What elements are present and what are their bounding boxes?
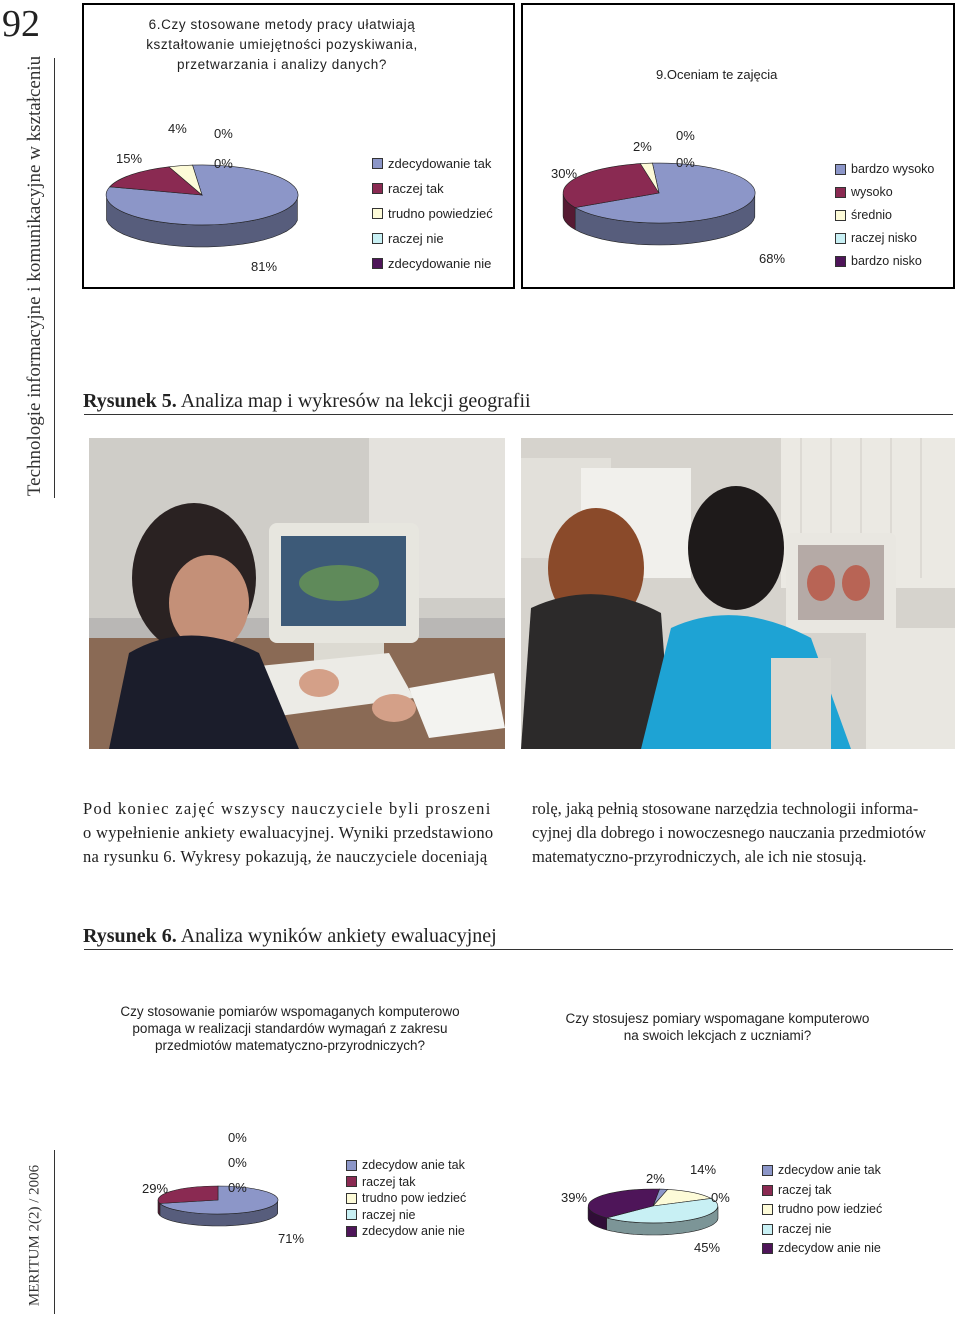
legend-item: [835, 158, 934, 181]
data-label: 0%: [214, 156, 233, 171]
figure-label: Rysunek 6.: [83, 925, 177, 947]
legend-swatch: [835, 233, 846, 244]
legend-item: [835, 227, 934, 250]
legend-label: trudno powiedzieć: [388, 206, 493, 221]
legend-swatch: [762, 1204, 773, 1215]
legend-label: raczej tak: [362, 1174, 416, 1189]
legend-swatch: [835, 187, 846, 198]
page-number: 92: [2, 3, 40, 45]
figure-caption: [83, 390, 531, 413]
legend-swatch: [346, 1226, 357, 1237]
legend-item: [346, 1190, 466, 1207]
chart-legend: [835, 158, 934, 273]
legend-item: [372, 226, 493, 251]
legend-label: raczej tak: [778, 1182, 832, 1197]
chart-title-line: kształtowanie umiejętności pozyskiwania,: [146, 37, 418, 52]
legend-item: [762, 1239, 882, 1259]
legend-item: [346, 1223, 466, 1240]
legend-item: [835, 204, 934, 227]
chart-title: [535, 1010, 900, 1044]
students-at-computers-image: [521, 438, 955, 749]
chart-title-line: przetwarzania i analizy danych?: [177, 57, 387, 72]
text-line: na rysunku 6. Wykresy pokazują, że nauczyciele doceniają: [83, 847, 488, 866]
data-label: 0%: [676, 155, 695, 170]
legend-item: [372, 151, 493, 176]
running-header: Technologie informacyjne i komunikacyjne w kształceniu: [24, 55, 45, 497]
data-label: 14%: [690, 1162, 717, 1177]
data-label: 81%: [251, 259, 278, 274]
legend-label: raczej nisko: [851, 231, 917, 245]
legend-swatch: [346, 1176, 357, 1187]
chart-title-line: przedmiotów matematyczno-przyrodniczych?: [154, 1038, 426, 1053]
legend-item: [346, 1157, 466, 1174]
data-label: 0%: [228, 1180, 247, 1195]
data-label: 4%: [168, 121, 187, 136]
chart-title: 9.Oceniam te zajęcia: [656, 67, 778, 82]
data-label: 29%: [142, 1181, 169, 1196]
margin-rule-top: [54, 58, 55, 498]
legend-swatch: [835, 210, 846, 221]
chart-title-line: pomaga w realizacji standardów wymagań z zakresu: [132, 1021, 448, 1036]
chart-title-line: Czy stosujesz pomiary wspomagane komputerowo: [565, 1011, 870, 1026]
classroom-photo-student: [89, 438, 505, 749]
chart-title: [90, 1003, 490, 1054]
chart-legend: [762, 1161, 882, 1259]
legend-label: średnio: [851, 208, 892, 222]
data-label: 0%: [228, 1155, 247, 1170]
legend-label: bardzo wysoko: [851, 162, 935, 176]
data-label: 15%: [116, 151, 143, 166]
chart-title-line: 6.Czy stosowane metody pracy ułatwiają: [148, 17, 416, 32]
legend-item: [372, 201, 493, 226]
legend-label: raczej tak: [388, 181, 444, 196]
data-label: 0%: [228, 1130, 247, 1145]
figure-label: Rysunek 5.: [83, 390, 177, 412]
figure-caption: [83, 925, 497, 948]
data-label: 71%: [278, 1231, 305, 1246]
data-label: 39%: [561, 1190, 588, 1205]
data-label: 0%: [676, 128, 695, 143]
legend-item: [835, 181, 934, 204]
chart-title-line: Czy stosowanie pomiarów wspomaganych komputerowo: [120, 1004, 460, 1019]
legend-label: wysoko: [851, 185, 893, 199]
text-line: rolę, jaką pełnią stosowane narzędzia technologii informa-: [532, 799, 919, 818]
legend-swatch: [346, 1193, 357, 1204]
data-label: 68%: [759, 251, 786, 266]
chart-legend: [372, 151, 493, 276]
legend-item: [835, 250, 934, 273]
legend-swatch: [372, 233, 383, 244]
legend-label: zdecydow anie nie: [778, 1241, 881, 1255]
body-text-left: [83, 797, 508, 869]
caption-rule: [84, 414, 953, 415]
body-text-right: [532, 797, 957, 869]
legend-item: [372, 251, 493, 276]
legend-label: zdecydow anie tak: [778, 1163, 881, 1177]
chart-methods-box: [82, 3, 515, 289]
pie-chart-rating: [559, 153, 769, 273]
legend-label: zdecydow anie nie: [362, 1224, 465, 1238]
legend-label: raczej nie: [362, 1207, 416, 1222]
legend-item: [762, 1220, 882, 1240]
legend-swatch: [372, 258, 383, 269]
legend-swatch: [762, 1165, 773, 1176]
margin-rule-bottom: [54, 1150, 55, 1314]
legend-label: raczej nie: [388, 231, 444, 246]
legend-swatch: [372, 158, 383, 169]
legend-label: bardzo nisko: [851, 254, 922, 268]
legend-label: raczej nie: [778, 1221, 832, 1236]
legend-item: [762, 1161, 882, 1181]
legend-swatch: [346, 1209, 357, 1220]
figure-title: Analiza map i wykresów na lekcji geografii: [180, 390, 531, 412]
legend-label: trudno pow iedzieć: [362, 1191, 467, 1205]
legend-swatch: [372, 183, 383, 194]
legend-swatch: [762, 1185, 773, 1196]
legend-item: [372, 176, 493, 201]
legend-swatch: [835, 256, 846, 267]
text-line: matematyczno-przyrodniczych, ale ich nie stosują.: [532, 847, 867, 866]
legend-swatch: [762, 1243, 773, 1254]
legend-label: zdecydowanie nie: [388, 256, 492, 271]
text-line: Pod koniec zajęć wszyscy nauczyciele byli proszeni: [83, 799, 492, 818]
legend-item: [346, 1207, 466, 1224]
legend-swatch: [346, 1160, 357, 1171]
data-label: 30%: [551, 166, 578, 181]
chart-rating-box: [521, 3, 955, 289]
legend-item: [346, 1174, 466, 1191]
classroom-photo-girls: [521, 438, 955, 749]
legend-label: trudno pow iedzieć: [778, 1202, 883, 1216]
data-label: 0%: [214, 126, 233, 141]
chart-legend: [346, 1157, 466, 1240]
data-label: 2%: [646, 1171, 665, 1186]
data-label: 2%: [633, 139, 652, 154]
legend-swatch: [372, 208, 383, 219]
text-line: o wypełnienie ankiety ewaluacyjnej. Wyniki przedstawiono: [83, 823, 494, 842]
journal-footer: MERITUM 2(2) / 2006: [26, 1164, 43, 1307]
legend-label: zdecydowanie tak: [388, 156, 492, 171]
data-label: 0%: [711, 1190, 730, 1205]
legend-label: zdecydow anie tak: [362, 1158, 465, 1172]
legend-swatch: [835, 164, 846, 175]
caption-rule: [84, 949, 953, 950]
figure-title: Analiza wyników ankiety ewaluacyjnej: [180, 925, 497, 947]
data-label: 45%: [694, 1240, 721, 1255]
chart-title: [132, 15, 432, 75]
legend-item: [762, 1200, 882, 1220]
legend-swatch: [762, 1224, 773, 1235]
chart-title-line: na swoich lekcjach z uczniami?: [623, 1028, 812, 1043]
text-line: cyjnej dla dobrego i nowoczesnego nauczania przedmiotów: [532, 823, 927, 842]
student-at-computer-image: [89, 438, 505, 749]
legend-item: [762, 1181, 882, 1201]
